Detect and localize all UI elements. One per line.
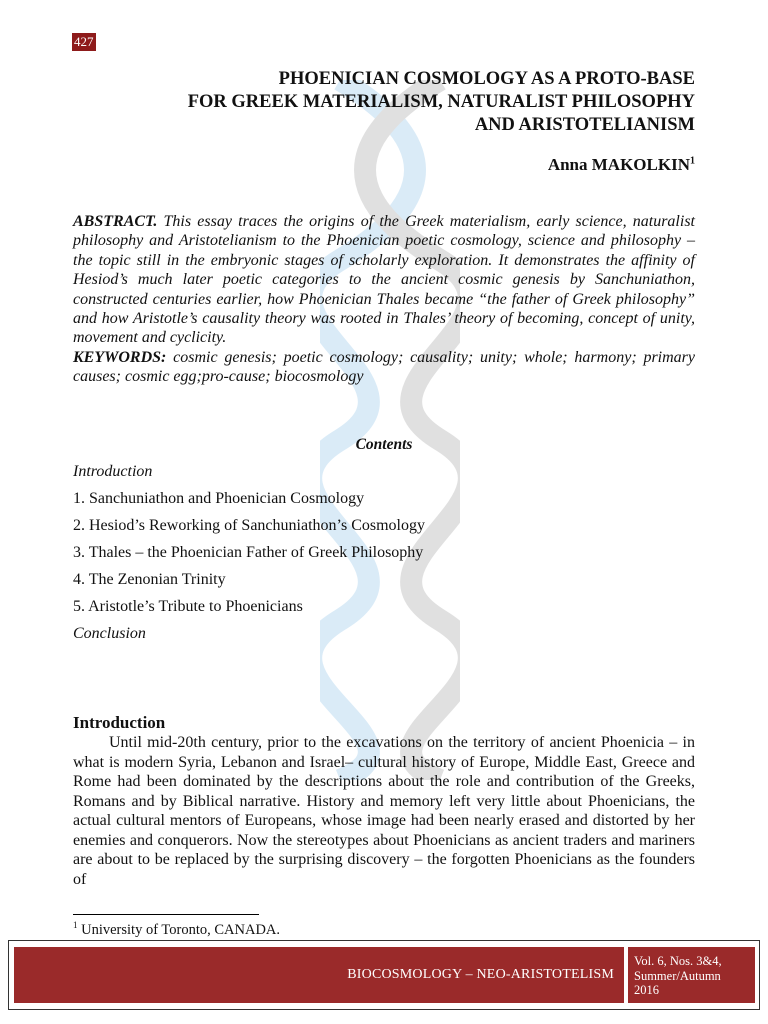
- footnote-mark: 1: [73, 920, 78, 930]
- author-footnote-mark: 1: [690, 155, 695, 167]
- footnote-rule: [73, 914, 259, 915]
- toc-item: 1. Sanchuniathon and Phoenician Cosmology: [73, 490, 365, 507]
- introduction-heading: Introduction: [73, 713, 166, 732]
- table-of-contents: [73, 462, 425, 651]
- contents-heading: Contents: [355, 436, 413, 453]
- title-line: PHOENICIAN COSMOLOGY AS A PROTO-BASE: [278, 69, 695, 89]
- abstract-label: ABSTRACT.: [73, 213, 158, 230]
- toc-item: Introduction: [73, 463, 153, 480]
- journal-name: BIOCOSMOLOGY – NEO-ARISTOTELISM: [14, 947, 624, 1003]
- toc-item: 3. Thales – the Phoenician Father of Greek Philosophy: [73, 544, 424, 561]
- footnote: [73, 920, 280, 939]
- dna-helix-watermark: [320, 80, 460, 780]
- toc-item: 2. Hesiod’s Reworking of Sanchuniathon’s Cosmology: [73, 517, 425, 534]
- abstract-text: This essay traces the origins of the Greek materialism, early science, naturalist philosophy and Aristotelianism to the Phoenician poetic cosmology, science and philosophy – the topic still in the embryonic stages of scholarly exploration. It demonstrates the affinity of Hesiod’s much later poetic categories to the ancient cosmic genesis by Sanchuniathon, constructed centuries earlier, how Phoenician Thales became “the father of Greek philosophy” and how Aristotle’s causality theory was rooted in Thales’ theory of becoming, concept of unity, movement and cyclicity.: [73, 213, 695, 347]
- volume-line: Summer/Autumn: [634, 968, 721, 983]
- footnote-text: University of Toronto, CANADA.: [77, 921, 281, 938]
- author: [548, 155, 695, 175]
- page-footer: [8, 940, 760, 1010]
- keywords-text: cosmic genesis; poetic cosmology; causality; unity; whole; harmony; primary causes; cosmic egg;pro-cause; biocosmology: [73, 348, 695, 386]
- introduction-paragraph: Until mid-20th century, prior to the excavations on the territory of ancient Phoenicia – in what is modern Syria, Lebanon and Israel– cultural history of Europe, Middle East, Greece and Rome had been dominated by the descriptions about the role and contribution of the Greeks, Romans and by Biblical narrative. History and memory left very little about Phoenicians, the actual cultural mentors of Europeans, whose image had been nearly erased and distorted by her enemies and conquerors. Now the stereotypes about Phoenicians as ancient traders and mariners are about to be replaced by the surprising discovery – the forgotten Phoenicians as the founders of: [73, 734, 695, 888]
- volume-line: Vol. 6, Nos. 3&4,: [634, 954, 722, 968]
- toc-item: 4. The Zenonian Trinity: [73, 571, 226, 588]
- title-line: FOR GREEK MATERIALISM, NATURALIST PHILOSOPHY: [187, 92, 695, 112]
- title-line: AND ARISTOTELIANISM: [474, 115, 695, 135]
- abstract: [73, 212, 695, 387]
- author-name: Anna MAKOLKIN: [547, 155, 690, 174]
- page-number: 427: [74, 34, 94, 49]
- toc-item: Conclusion: [73, 625, 146, 642]
- toc-item: 5. Aristotle’s Tribute to Phoenicians: [73, 598, 303, 615]
- article-title: [188, 68, 695, 137]
- volume-info: [628, 947, 755, 1003]
- volume-line: 2016: [634, 983, 659, 997]
- keywords-label: KEYWORDS:: [73, 348, 167, 366]
